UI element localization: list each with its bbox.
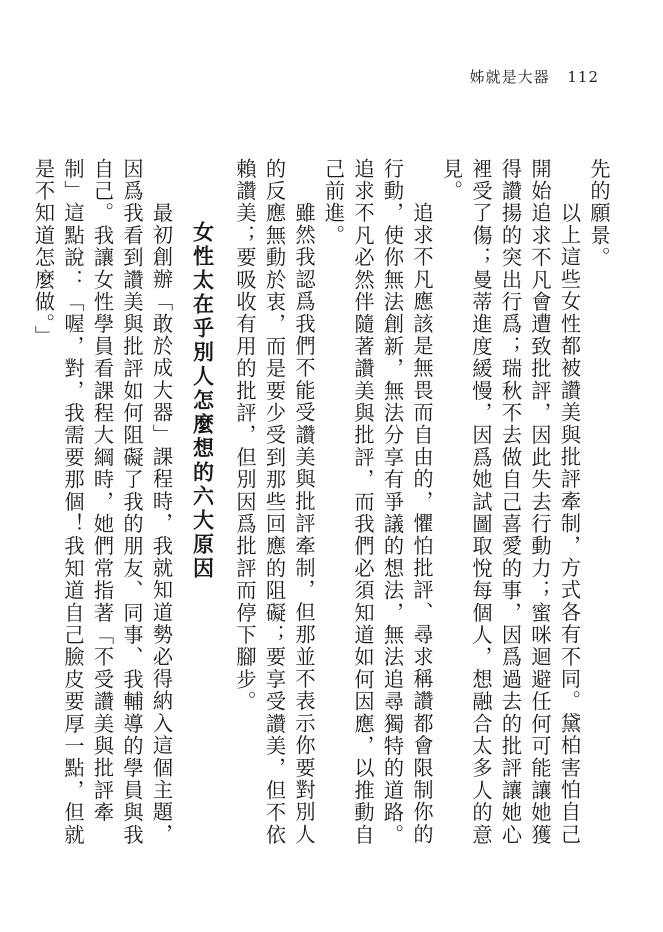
book-title: 姊就是大器	[469, 68, 550, 86]
running-header	[470, 66, 599, 87]
page-body	[28, 158, 613, 858]
paragraph-2: 以上這些女性都被讚美與批評牽制，方式各有不同。黛柏害怕自己開始追求不凡會遭致批評，因此失去行動力；蜜咪迴避任何可能讓她獲得讚揚的突出行爲；瑞秋不去做自己喜愛的事，因爲過去的批評讓她心裡受了傷；曼蒂進度緩慢，因爲她試圖取悅每個人，想融合太多人的意見。	[439, 158, 582, 847]
paragraph-1: 先的願景。	[587, 158, 611, 269]
section-heading: 女性太在乎別人怎麼想的六大原因	[190, 221, 216, 581]
page-number: 112	[567, 68, 599, 86]
paragraph-3: 追求不凡應該是無畏而自由的，懼怕批評、尋求稱讚都會限制你的行動，使你無法創新，無法分享有爭議的想法，無法追尋獨特的道路。追求不凡必然伴隨著讚美與批評，而我們必須知道如何因應，以推動自己前進。	[321, 158, 434, 847]
paragraph-4: 雖然我認爲我們不能受讚美與批評牽制，但那並不表示你要對別人的反應無動於衷，而是要少受到那些回應的阻礙；要享受讚美，但不依賴讚美；要吸收有用的批評，但別因爲批評而停下腳步。	[233, 158, 316, 847]
paragraph-5: 最初創辦「敢於成大器」課程時，我就知道勢必得納入這個主題，因爲我看到讚美與批評如何阻礙了我的朋友、同事、我輔導的學員與我自己。我讓女性學員看課程大綱時，她們常指著「不受讚美與批評牽制」這點說：「喔，對，我需要那個！我知道自己臉皮要厚一點，但就是不知道怎麼做。」	[31, 158, 174, 847]
